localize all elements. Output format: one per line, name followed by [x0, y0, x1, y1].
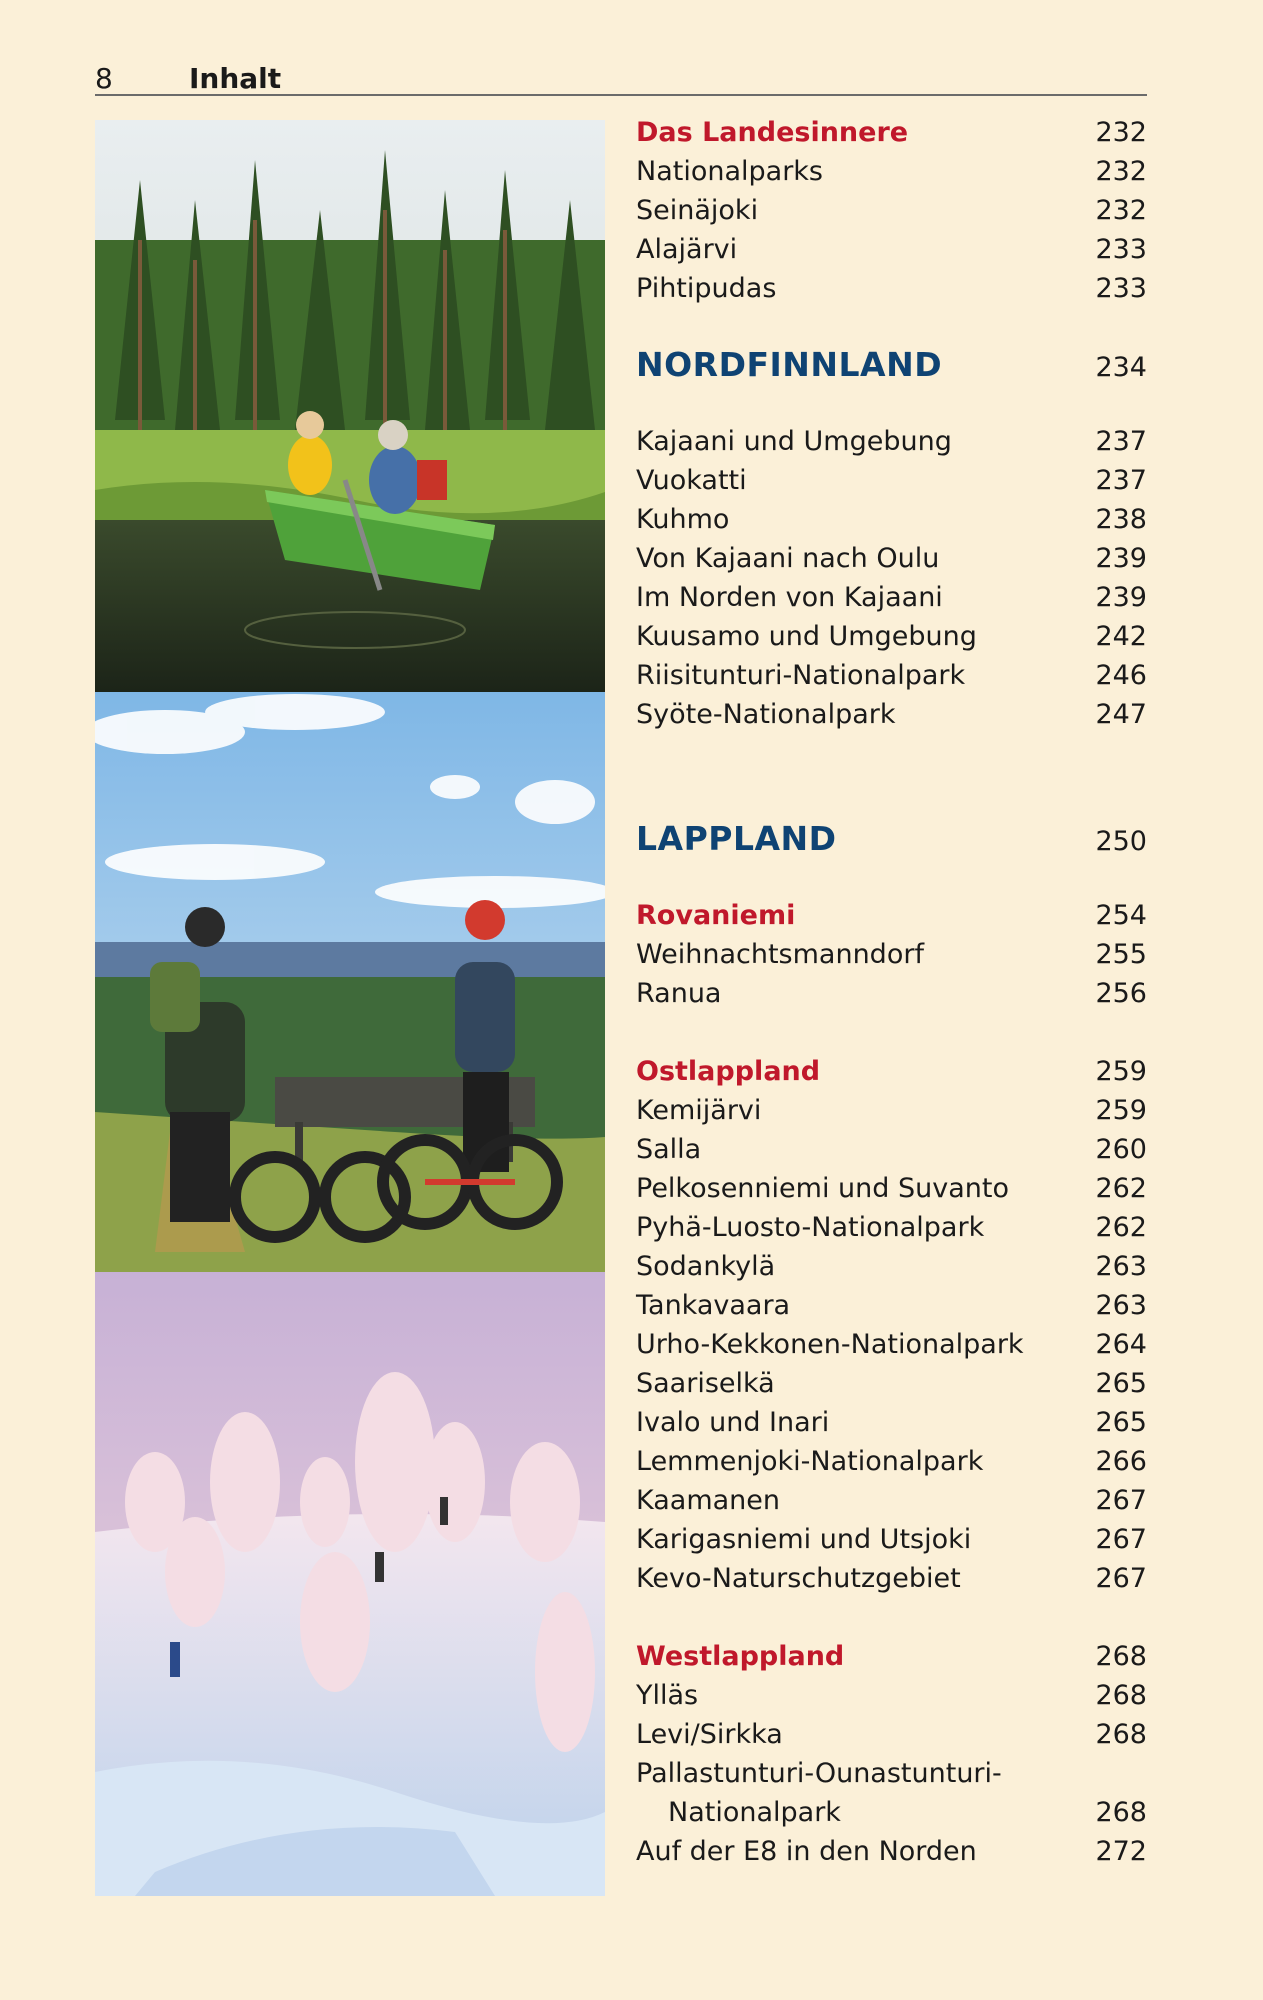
- toc-region-ostlappland[interactable]: Ostlappland 259: [636, 1056, 1147, 1087]
- toc-item[interactable]: Ylläs 268: [636, 1680, 1147, 1711]
- toc-item[interactable]: Nationalparks 232: [636, 156, 1147, 187]
- page-number: 8: [95, 62, 113, 95]
- toc-region-westlappland[interactable]: Westlappland 268: [636, 1641, 1147, 1672]
- toc-item[interactable]: Pelkosenniemi und Suvanto 262: [636, 1173, 1147, 1204]
- section-title: Inhalt: [189, 62, 282, 95]
- page-header: [95, 56, 1147, 96]
- toc-region-rovaniemi[interactable]: Rovaniemi 254: [636, 900, 1147, 931]
- table-of-contents: [636, 113, 1147, 1871]
- toc-item[interactable]: Alajärvi 233: [636, 234, 1147, 265]
- toc-item[interactable]: Pyhä-Luosto-Nationalpark 262: [636, 1212, 1147, 1243]
- toc-item[interactable]: Sodankylä 263: [636, 1251, 1147, 1282]
- toc-item[interactable]: Kemijärvi 259: [636, 1095, 1147, 1126]
- toc-item[interactable]: Urho-Kekkonen-Nationalpark 264: [636, 1329, 1147, 1360]
- photo-column: [95, 120, 605, 1896]
- toc-item[interactable]: Im Norden von Kajaani 239: [636, 582, 1147, 613]
- toc-item[interactable]: Weihnachtsmanndorf 255: [636, 939, 1147, 970]
- toc-item[interactable]: Levi/Sirkka 268: [636, 1719, 1147, 1750]
- toc-item[interactable]: Karigasniemi und Utsjoki 267: [636, 1524, 1147, 1555]
- toc-item[interactable]: Nationalpark 268: [668, 1797, 1147, 1828]
- snow-photo: [95, 1272, 605, 1896]
- toc-item[interactable]: Kaamanen 267: [636, 1485, 1147, 1516]
- canoe-photo: [95, 120, 605, 692]
- toc-item[interactable]: Riisitunturi-Nationalpark 246: [636, 660, 1147, 691]
- toc-item[interactable]: Kuhmo 238: [636, 504, 1147, 535]
- toc-item[interactable]: Pallastunturi-Ounastunturi-: [636, 1758, 1002, 1789]
- toc-item[interactable]: Lemmenjoki-Nationalpark 266: [636, 1446, 1147, 1477]
- toc-item[interactable]: Kajaani und Umgebung 237: [636, 426, 1147, 457]
- toc-item[interactable]: Kuusamo und Umgebung 242: [636, 621, 1147, 652]
- toc-item[interactable]: Saariselkä 265: [636, 1368, 1147, 1399]
- toc-chapter-lappland[interactable]: LAPPLAND 250: [636, 819, 1147, 858]
- toc-item[interactable]: Seinäjoki 232: [636, 195, 1147, 226]
- toc-item[interactable]: Ranua 256: [636, 978, 1147, 1009]
- toc-chapter-nordfinnland[interactable]: NORDFINNLAND 234: [636, 345, 1147, 384]
- toc-item[interactable]: Ivalo und Inari 265: [636, 1407, 1147, 1438]
- toc-item[interactable]: Syöte-Nationalpark 247: [636, 699, 1147, 730]
- toc-item[interactable]: Pihtipudas 233: [636, 273, 1147, 304]
- toc-item[interactable]: Kevo-Naturschutzgebiet 267: [636, 1563, 1147, 1594]
- toc-region-landesinnere[interactable]: Das Landesinnere 232: [636, 117, 1147, 148]
- toc-item[interactable]: Salla 260: [636, 1134, 1147, 1165]
- toc-item[interactable]: Von Kajaani nach Oulu 239: [636, 543, 1147, 574]
- toc-item[interactable]: Tankavaara 263: [636, 1290, 1147, 1321]
- bikers-photo: [95, 692, 605, 1272]
- toc-item[interactable]: Auf der E8 in den Norden 272: [636, 1836, 1147, 1867]
- toc-item[interactable]: Vuokatti 237: [636, 465, 1147, 496]
